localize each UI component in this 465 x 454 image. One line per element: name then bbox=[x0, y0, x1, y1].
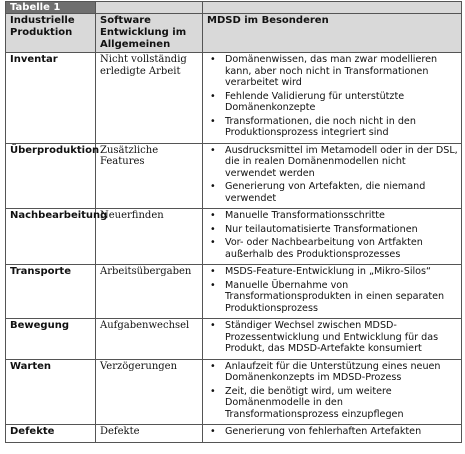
list-item bbox=[207, 145, 458, 180]
mdsd-bullet-list bbox=[207, 210, 458, 260]
list-item bbox=[207, 361, 458, 384]
list-item bbox=[207, 54, 458, 89]
row-mdsd-cell bbox=[203, 209, 462, 265]
list-item bbox=[207, 266, 458, 278]
list-item bbox=[207, 181, 458, 204]
table-row bbox=[6, 53, 462, 144]
row-mdsd-cell bbox=[203, 425, 462, 443]
header-mdsd: MDSD im Besonderen bbox=[203, 14, 462, 53]
row-software-equivalent: Zusätzliche Features bbox=[96, 143, 203, 209]
mdsd-bullet-list bbox=[207, 266, 458, 314]
bullet-icon: • bbox=[210, 54, 216, 65]
list-item bbox=[207, 91, 458, 114]
list-item-text: Manuelle Transformationsschritte bbox=[225, 210, 385, 221]
row-software-equivalent: Neuerfinden bbox=[96, 209, 203, 265]
waste-comparison-table bbox=[5, 1, 462, 443]
mdsd-bullet-list bbox=[207, 361, 458, 421]
row-mdsd-cell bbox=[203, 143, 462, 209]
caption-blank-cell bbox=[203, 2, 462, 14]
header-industrial-production: Industrielle Produktion bbox=[6, 14, 96, 53]
list-item-text: Anlaufzeit für die Unterstützung eines neuen Domänenkonzepts im MDSD-Prozess bbox=[225, 360, 441, 383]
row-software-equivalent: Verzögerungen bbox=[96, 359, 203, 425]
bullet-icon: • bbox=[210, 210, 216, 221]
row-category: Inventar bbox=[6, 53, 96, 144]
bullet-icon: • bbox=[210, 360, 216, 372]
mdsd-bullet-list bbox=[207, 426, 458, 438]
list-item-text: Ständiger Wechsel zwischen MDSD-Prozessentwicklung und Entwicklung für das Produkt, das MDSD-Artefakte konsumiert bbox=[225, 320, 439, 354]
table-header-row bbox=[6, 14, 462, 53]
row-category: Transporte bbox=[6, 265, 96, 319]
row-category: Bewegung bbox=[6, 319, 96, 360]
list-item-text: Manuelle Übernahme von Transformationsprodukten in einen separaten Produktionsprozess bbox=[225, 279, 445, 314]
mdsd-bullet-list bbox=[207, 320, 458, 355]
table-wrapper bbox=[5, 1, 461, 443]
table-caption: Tabelle 1 bbox=[6, 2, 96, 14]
row-category: Überproduktion bbox=[6, 143, 96, 209]
list-item bbox=[207, 224, 458, 236]
table-row bbox=[6, 265, 462, 319]
list-item bbox=[207, 280, 458, 315]
row-category: Defekte bbox=[6, 425, 96, 443]
list-item-text: Generierung von Artefakten, die niemand verwendet bbox=[225, 181, 426, 204]
table-row bbox=[6, 359, 462, 425]
header-software-development: Software Entwicklung im Allgemeinen bbox=[96, 14, 203, 53]
bullet-icon: • bbox=[210, 223, 216, 235]
list-item-text: Vor- oder Nachbearbeitung von Artfakten außerhalb des Produktionsprozesses bbox=[225, 237, 423, 260]
row-software-equivalent: Defekte bbox=[96, 425, 203, 443]
list-item-text: Zeit, die benötigt wird, um weitere Domänenmodelle in den Transformationsprozess einzupflegen bbox=[225, 385, 404, 420]
table-row bbox=[6, 425, 462, 443]
list-item bbox=[207, 320, 458, 355]
list-item-text: Domänenwissen, das man zwar modellieren kann, aber noch nicht in Transformationen verarbeitet wird bbox=[225, 54, 438, 88]
row-software-equivalent: Arbeitsübergaben bbox=[96, 265, 203, 319]
list-item bbox=[207, 237, 458, 260]
table-row bbox=[6, 209, 462, 265]
list-item-text: Ausdrucksmittel im Metamodell oder in der DSL, die in realen Domänenmodellen nicht verwendet werden bbox=[225, 144, 458, 179]
table-caption-row bbox=[6, 2, 462, 14]
list-item-text: MSDS-Feature-Entwicklung in „Mikro-Silos“ bbox=[225, 266, 431, 277]
row-mdsd-cell bbox=[203, 359, 462, 425]
row-mdsd-cell bbox=[203, 319, 462, 360]
row-software-equivalent: Aufgabenwechsel bbox=[96, 319, 203, 360]
table-row bbox=[6, 319, 462, 360]
bullet-icon: • bbox=[210, 266, 216, 277]
list-item bbox=[207, 386, 458, 421]
bullet-icon: • bbox=[210, 385, 216, 397]
bullet-icon: • bbox=[210, 144, 216, 156]
row-category: Nachbearbeitung bbox=[6, 209, 96, 265]
mdsd-bullet-list bbox=[207, 145, 458, 205]
bullet-icon: • bbox=[210, 90, 216, 102]
bullet-icon: • bbox=[210, 237, 216, 248]
list-item bbox=[207, 210, 458, 222]
bullet-icon: • bbox=[210, 115, 216, 127]
mdsd-bullet-list bbox=[207, 54, 458, 139]
bullet-icon: • bbox=[210, 279, 216, 291]
row-mdsd-cell bbox=[203, 265, 462, 319]
list-item-text: Fehlende Validierung für unterstützte Domänenkonzepte bbox=[225, 90, 405, 113]
row-mdsd-cell bbox=[203, 53, 462, 144]
row-category: Warten bbox=[6, 359, 96, 425]
bullet-icon: • bbox=[210, 320, 216, 331]
list-item bbox=[207, 116, 458, 139]
caption-blank-cell bbox=[96, 2, 203, 14]
list-item bbox=[207, 426, 458, 438]
bullet-icon: • bbox=[210, 181, 216, 192]
list-item-text: Generierung von fehlerhaften Artefakten bbox=[225, 426, 422, 437]
list-item-text: Transformationen, die noch nicht in den Produktionsprozess integriert sind bbox=[225, 115, 416, 138]
bullet-icon: • bbox=[210, 426, 216, 437]
list-item-text: Nur teilautomatisierte Transformationen bbox=[225, 223, 418, 235]
table-row bbox=[6, 143, 462, 209]
row-software-equivalent: Nicht vollständig erledigte Arbeit bbox=[96, 53, 203, 144]
